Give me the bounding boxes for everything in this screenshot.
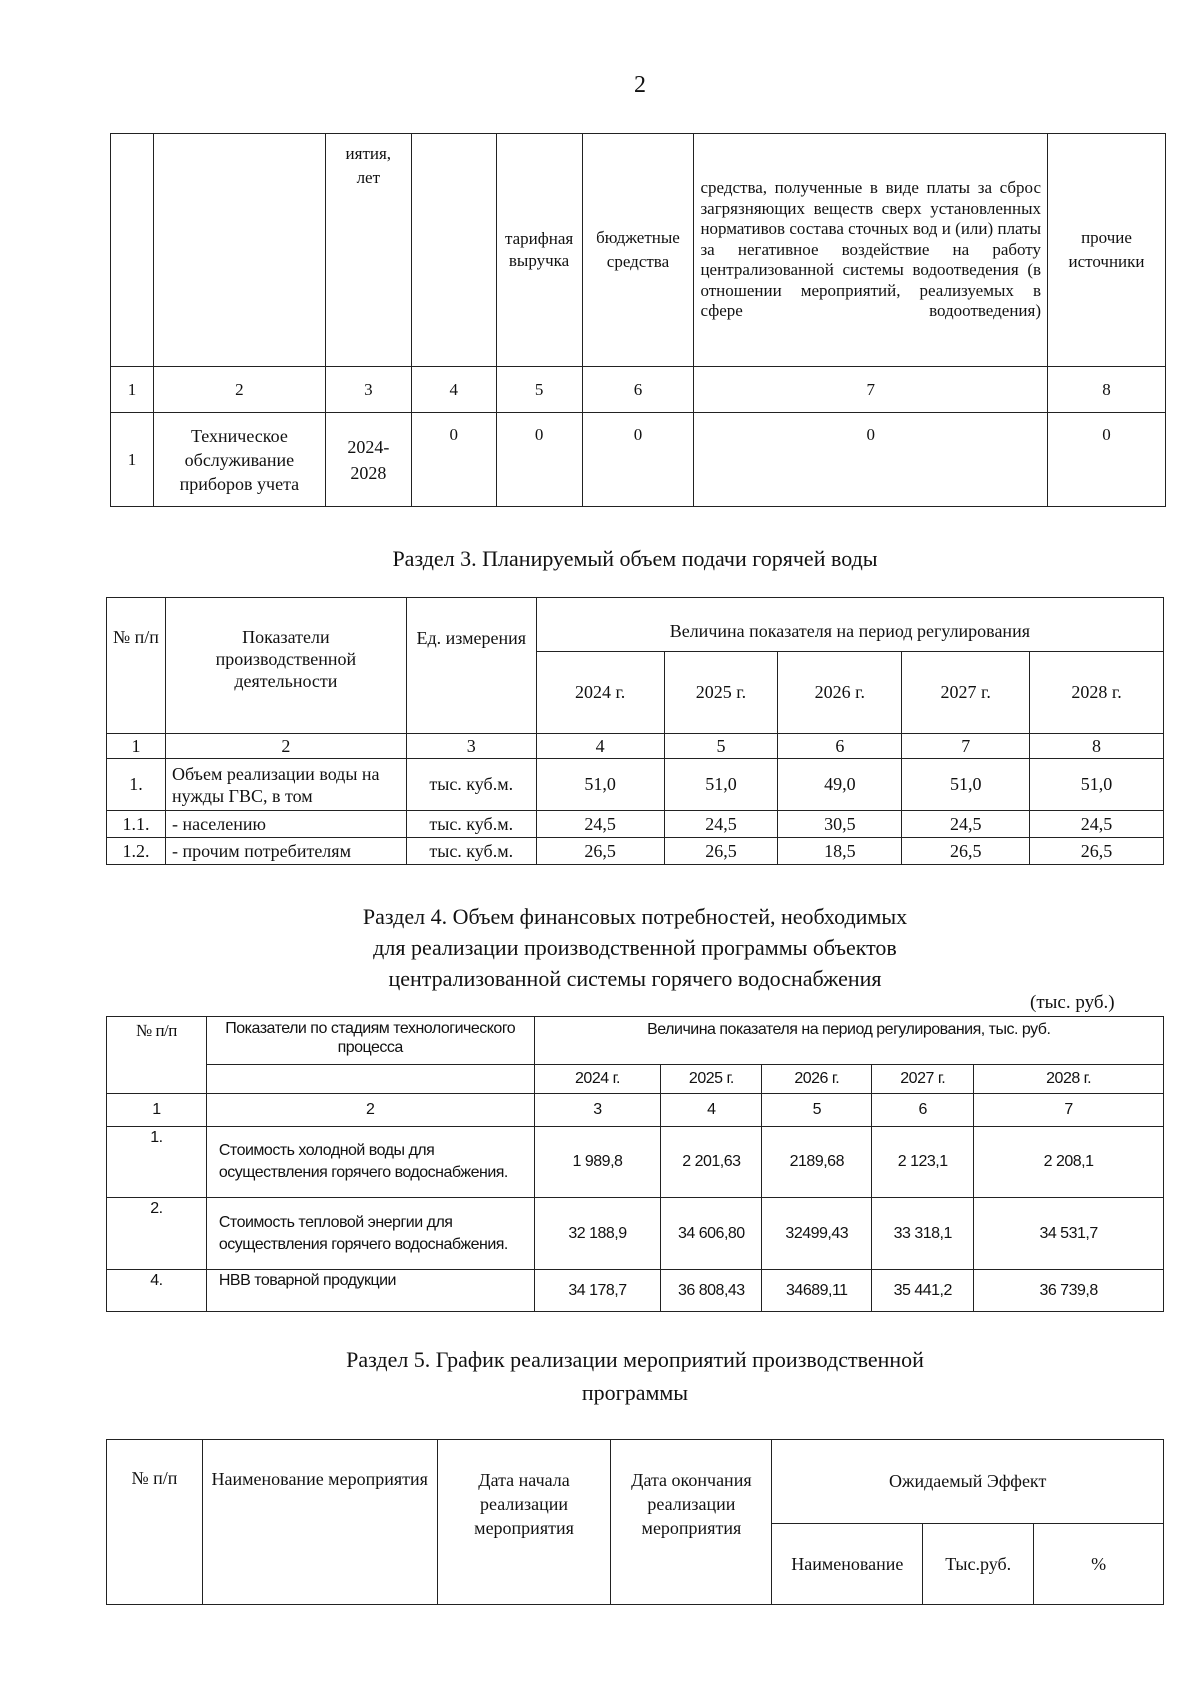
value-cell: 26,5 <box>902 838 1030 865</box>
year-header: 2026 г. <box>778 652 902 734</box>
column-number: 8 <box>1030 734 1164 759</box>
table-row <box>107 1270 1164 1312</box>
indicator-name: НВВ товарной продукции <box>206 1270 534 1312</box>
table-numbering-row <box>111 367 1166 413</box>
header-cell-empty <box>206 1065 534 1094</box>
section-4-title <box>0 901 1200 994</box>
indicator-name: Объем реализации воды на нужды ГВС, в том <box>165 759 406 811</box>
column-number: 6 <box>778 734 902 759</box>
year-header: 2027 г. <box>872 1065 974 1094</box>
table-numbering-row <box>107 1094 1164 1127</box>
table-header-row <box>107 1440 1164 1524</box>
table-schedule <box>106 1439 1164 1605</box>
header-indicator: Показатели по стадиям технологического процесса <box>206 1017 534 1065</box>
unit-cell: тыс. куб.м. <box>406 759 536 811</box>
header-num: № п/п <box>107 1017 207 1094</box>
value-cell: 36 808,43 <box>661 1270 762 1312</box>
row-number: 2. <box>107 1198 207 1270</box>
header-period: Величина показателя на период регулирования, тыс. руб. <box>534 1017 1163 1065</box>
header-cell-empty <box>411 134 496 367</box>
column-number: 4 <box>661 1094 762 1127</box>
value-cell: 36 739,8 <box>974 1270 1164 1312</box>
section-5-title-line: Раздел 5. График реализации мероприятий производственной <box>346 1347 924 1372</box>
value-cell: 34 531,7 <box>974 1198 1164 1270</box>
column-number: 4 <box>536 734 664 759</box>
table-header-row <box>107 1017 1164 1065</box>
year-header: 2027 г. <box>902 652 1030 734</box>
column-number: 2 <box>153 367 325 413</box>
section-3-title: Раздел 3. Планируемый объем подачи горячей воды <box>392 546 878 571</box>
value-cell: 30,5 <box>778 811 902 838</box>
value-cell: 26,5 <box>1030 838 1164 865</box>
value-cell: 32499,43 <box>762 1198 872 1270</box>
year-header: 2028 г. <box>1030 652 1164 734</box>
unit-cell: тыс. куб.м. <box>406 811 536 838</box>
table-row <box>107 759 1164 811</box>
value-cell: 18,5 <box>778 838 902 865</box>
table-numbering-row <box>107 734 1164 759</box>
header-period: Величина показателя на период регулирования <box>536 598 1163 652</box>
year-header: 2025 г. <box>664 652 778 734</box>
column-number: 5 <box>762 1094 872 1127</box>
header-start-date: Дата начала реализации мероприятия <box>437 1440 611 1605</box>
table-row <box>107 1198 1164 1270</box>
indicator-name: Стоимость тепловой энергии для осуществления горячего водоснабжения. <box>206 1198 534 1270</box>
year-header: 2024 г. <box>536 652 664 734</box>
value-cell: 51,0 <box>902 759 1030 811</box>
header-cell-period: иятия, лет <box>325 134 411 367</box>
column-number: 7 <box>974 1094 1164 1127</box>
value-cell: 0 <box>582 413 694 507</box>
header-num: № п/п <box>107 598 166 734</box>
header-cell-tariff: тарифная выручка <box>496 134 582 367</box>
column-number: 8 <box>1048 367 1166 413</box>
header-activity-name: Наименование мероприятия <box>202 1440 437 1605</box>
table-row <box>111 413 1166 507</box>
table-header-row <box>111 134 1166 367</box>
value-cell: 26,5 <box>664 838 778 865</box>
header-num: № п/п <box>107 1440 203 1605</box>
section-5-title <box>0 1343 1200 1409</box>
value-cell: 35 441,2 <box>872 1270 974 1312</box>
indicator-name: Стоимость холодной воды для осуществления горячего водоснабжения. <box>206 1127 534 1198</box>
column-number: 3 <box>406 734 536 759</box>
row-number: 1 <box>111 413 154 507</box>
value-cell: 51,0 <box>1030 759 1164 811</box>
activity-name: Техническое обслуживание приборов учета <box>153 413 325 507</box>
header-end-date: Дата окончания реализации мероприятия <box>611 1440 772 1605</box>
unit-note: (тыс. руб.) <box>1030 992 1115 1013</box>
value-cell: 0 <box>1048 413 1166 507</box>
section-4-title-line: для реализации производственной программы объектов <box>373 935 897 960</box>
header-cell-fees: средства, полученные в виде платы за сброс загрязняющих веществ сверх установленных нормативов состава сточных вод и (или) платы за негативное воздействие на работу централизованной системы водоотведения (в отношении мероприятий, реализуемых в сфере водоотведения) <box>694 134 1048 367</box>
value-cell: 51,0 <box>664 759 778 811</box>
column-number: 2 <box>206 1094 534 1127</box>
value-cell: 24,5 <box>1030 811 1164 838</box>
table-header-years <box>107 1065 1164 1094</box>
header-effect-name: Наименование <box>772 1524 923 1605</box>
year-header: 2028 г. <box>974 1065 1164 1094</box>
value-cell: 2 208,1 <box>974 1127 1164 1198</box>
row-number: 4. <box>107 1270 207 1312</box>
column-number: 3 <box>534 1094 661 1127</box>
value-cell: 2 201,63 <box>661 1127 762 1198</box>
year-header: 2026 г. <box>762 1065 872 1094</box>
row-number: 1. <box>107 759 166 811</box>
row-number: 1. <box>107 1127 207 1198</box>
header-cell-empty <box>111 134 154 367</box>
column-number: 1 <box>111 367 154 413</box>
table-row <box>107 1127 1164 1198</box>
column-number: 1 <box>107 734 166 759</box>
value-cell: 0 <box>496 413 582 507</box>
column-number: 4 <box>411 367 496 413</box>
row-number: 1.2. <box>107 838 166 865</box>
table-hot-water-supply <box>106 597 1164 865</box>
value-cell: 0 <box>694 413 1048 507</box>
value-cell: 24,5 <box>664 811 778 838</box>
value-cell: 2 123,1 <box>872 1127 974 1198</box>
column-number: 6 <box>582 367 694 413</box>
page-number: 2 <box>634 72 646 98</box>
column-number: 5 <box>496 367 582 413</box>
value-cell: 51,0 <box>536 759 664 811</box>
column-number: 2 <box>165 734 406 759</box>
header-cell-budget: бюджетные средства <box>582 134 694 367</box>
indicator-name: - прочим потребителям <box>165 838 406 865</box>
year-header: 2024 г. <box>534 1065 661 1094</box>
value-cell: 49,0 <box>778 759 902 811</box>
value-cell: 24,5 <box>902 811 1030 838</box>
value-cell: 1 989,8 <box>534 1127 661 1198</box>
value-cell: 34 178,7 <box>534 1270 661 1312</box>
column-number: 5 <box>664 734 778 759</box>
header-indicator: Показатели производственной деятельности <box>165 598 406 734</box>
section-5-title-line: программы <box>581 1380 689 1405</box>
value-cell: 32 188,9 <box>534 1198 661 1270</box>
value-cell: 34 606,80 <box>661 1198 762 1270</box>
table-investment-sources <box>110 133 1166 507</box>
header-expected-effect: Ожидаемый Эффект <box>772 1440 1164 1524</box>
value-cell: 26,5 <box>536 838 664 865</box>
section-4-title-line: централизованной системы горячего водоснабжения <box>388 966 882 991</box>
header-unit: Ед. измерения <box>406 598 536 734</box>
table-financial-needs <box>106 1016 1164 1312</box>
table-row <box>107 838 1164 865</box>
value-cell: 2189,68 <box>762 1127 872 1198</box>
column-number: 1 <box>107 1094 207 1127</box>
column-number: 3 <box>325 367 411 413</box>
row-number: 1.1. <box>107 811 166 838</box>
table-row <box>107 811 1164 838</box>
column-number: 7 <box>694 367 1048 413</box>
unit-cell: тыс. куб.м. <box>406 838 536 865</box>
column-number: 7 <box>902 734 1030 759</box>
header-cell-other: прочие источники <box>1048 134 1166 367</box>
section-4-title-line: Раздел 4. Объем финансовых потребностей, необходимых <box>362 904 908 929</box>
year-header: 2025 г. <box>661 1065 762 1094</box>
column-number: 6 <box>872 1094 974 1127</box>
value-cell: 0 <box>411 413 496 507</box>
value-cell: 34689,11 <box>762 1270 872 1312</box>
indicator-name: - населению <box>165 811 406 838</box>
header-cell-empty <box>153 134 325 367</box>
table-header-row <box>107 598 1164 652</box>
header-effect-sum: Тыс.руб. <box>923 1524 1034 1605</box>
header-effect-percent: % <box>1034 1524 1164 1605</box>
value-cell: 24,5 <box>536 811 664 838</box>
value-cell: 33 318,1 <box>872 1198 974 1270</box>
activity-period: 2024-2028 <box>325 413 411 507</box>
